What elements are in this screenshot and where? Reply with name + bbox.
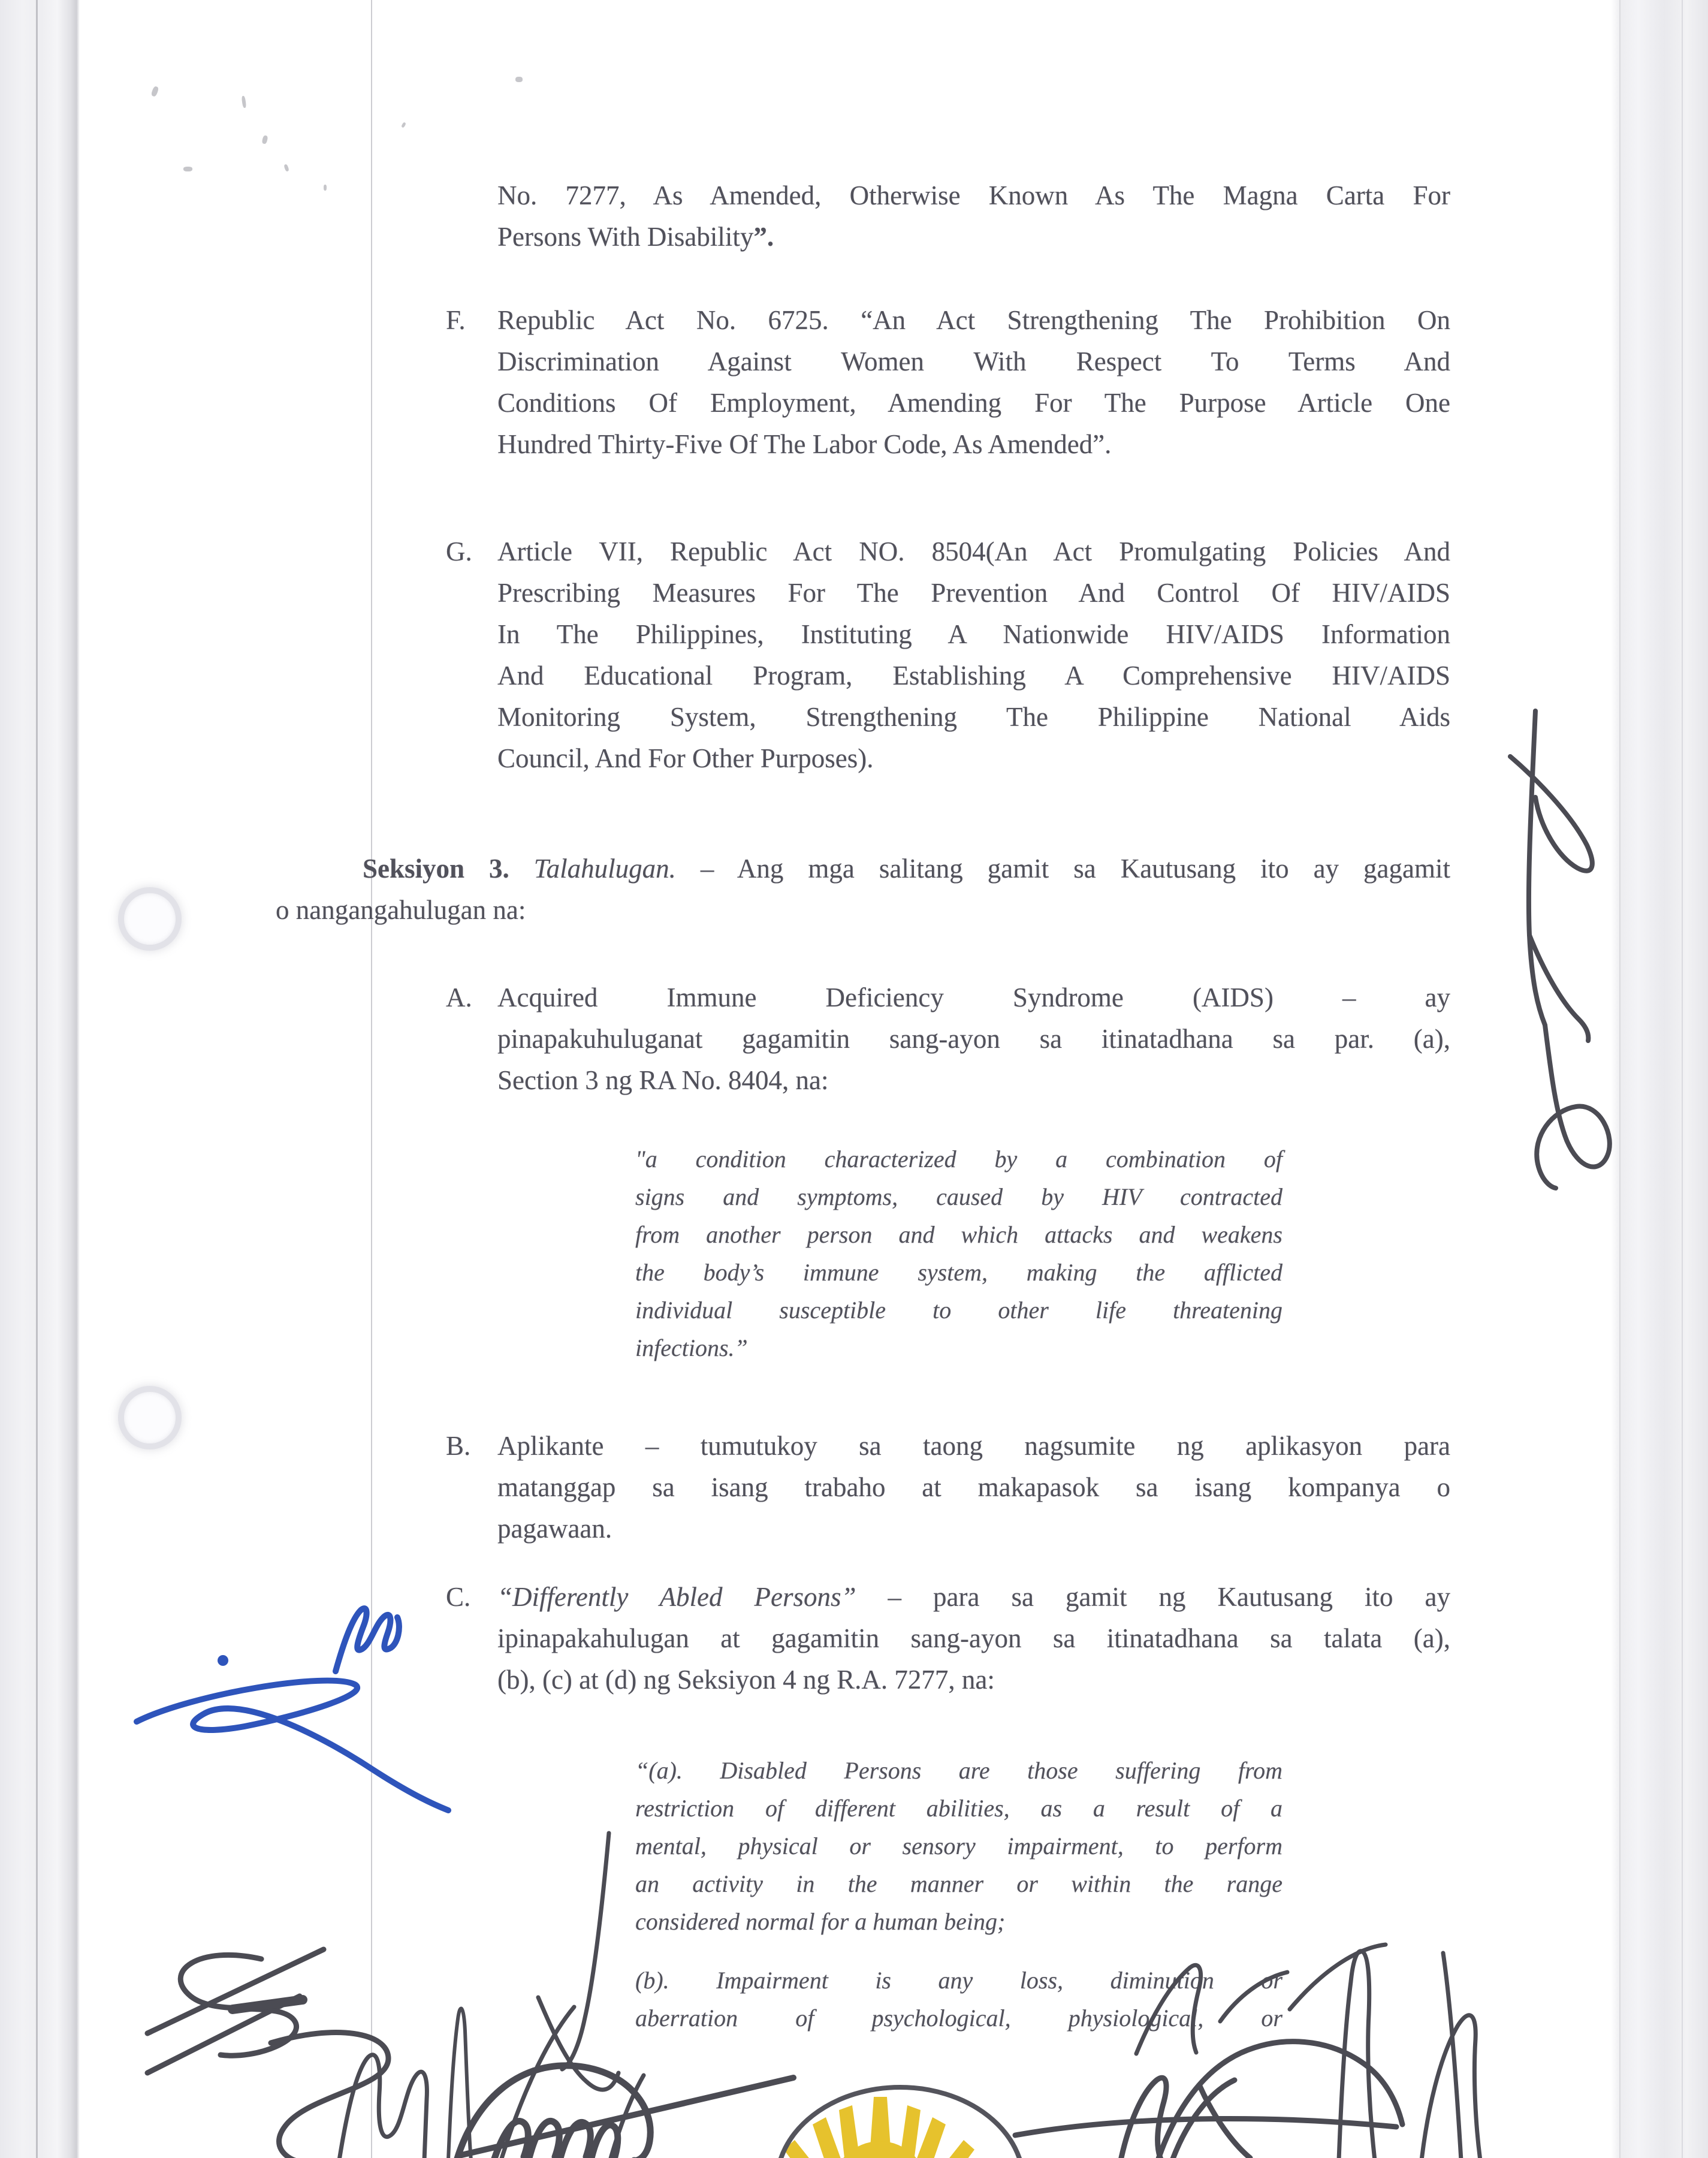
hole-punch-bottom bbox=[118, 1386, 182, 1449]
right-margin-flourish bbox=[1510, 711, 1610, 1188]
blockquote-impairment bbox=[635, 1961, 1282, 2037]
text-line: Conditions Of Employment, Amending For The Purpose Article One bbox=[497, 388, 1450, 418]
definition-item-c bbox=[446, 1577, 1450, 1701]
text-line: Discrimination Against Women With Respect To Terms And bbox=[497, 346, 1450, 376]
text-line: an activity in the manner or within the range bbox=[635, 1870, 1282, 1897]
text-line: Republic Act No. 6725. “An Act Strengthening The Prohibition On bbox=[497, 305, 1450, 335]
section-title: Talahulugan. bbox=[533, 854, 701, 884]
philippine-sun-seal bbox=[784, 2097, 974, 2158]
dust-speck bbox=[401, 122, 406, 128]
text-line: "a condition characterized by a combination of bbox=[635, 1146, 1282, 1173]
dust-speck bbox=[515, 77, 523, 82]
text-line: Prescribing Measures For The Prevention And Control Of HIV/AIDS bbox=[497, 578, 1450, 608]
text-line: Aplikante – tumutukoy sa taong nagsumite ng aplikasyon para bbox=[497, 1431, 1450, 1461]
dust-speck bbox=[183, 167, 192, 171]
dust-speck bbox=[242, 96, 247, 108]
list-label-c: C. bbox=[446, 1582, 471, 1612]
text-line bbox=[276, 848, 1450, 890]
text-line: “(a). Disabled Persons are those suffering from bbox=[635, 1757, 1282, 1784]
text-line: matanggap sa isang trabaho at makapasok sa isang kompanya o bbox=[497, 1472, 1450, 1502]
text-line: signs and symptoms, caused by HIV contracted bbox=[635, 1183, 1282, 1210]
blockquote-disabled-persons bbox=[635, 1752, 1282, 1940]
text-line: Monitoring System, Strengthening The Philippine National Aids bbox=[497, 702, 1450, 732]
dust-speck bbox=[150, 86, 159, 97]
text-line: individual susceptible to other life threatening bbox=[635, 1297, 1282, 1324]
list-item-g bbox=[446, 531, 1450, 779]
text-line: Acquired Immune Deficiency Syndrome (AIDS) – ay bbox=[497, 982, 1450, 1012]
text-line: pinapakuhuluganat gagamitin sang-ayon sa itinatadhana sa par. (a), bbox=[497, 1024, 1450, 1054]
list-label-f: F. bbox=[446, 305, 466, 335]
blue-signature bbox=[137, 1608, 448, 1810]
scanner-edge-left-line bbox=[36, 0, 38, 2158]
list-item-f bbox=[446, 300, 1450, 465]
text-line: And Educational Program, Establishing A Comprehensive HIV/AIDS bbox=[497, 661, 1450, 691]
dust-speck bbox=[261, 135, 268, 144]
scanner-streak bbox=[1682, 0, 1683, 2158]
blockquote-aids-definition bbox=[635, 1140, 1282, 1367]
paragraph-intro-continuation bbox=[497, 175, 1450, 258]
list-label-g: G. bbox=[446, 537, 472, 566]
section-number: Seksiyon 3. bbox=[363, 854, 534, 884]
dust-speck bbox=[324, 185, 327, 191]
scanner-streak bbox=[1619, 0, 1621, 2158]
text-line: Persons With Disability”. bbox=[497, 222, 774, 252]
text-line: ipinapakahulugan at gagamitin sang-ayon sa itinatadhana sa talata (a), bbox=[497, 1623, 1450, 1653]
text-line: infections.” bbox=[635, 1334, 748, 1361]
text-line: considered normal for a human being; bbox=[635, 1908, 1006, 1935]
definition-item-a bbox=[446, 977, 1450, 1101]
term-differently-abled-persons: “Differently Abled Persons” bbox=[497, 1582, 888, 1612]
scanner-edge-right bbox=[1611, 0, 1708, 2158]
text-line: aberration of psychological, physiological, or bbox=[635, 2005, 1282, 2032]
text-line: o nangangahulugan na: bbox=[276, 895, 526, 925]
text-line: restriction of different abilities, as a result of a bbox=[635, 1795, 1282, 1822]
text-line: mental, physical or sensory impairment, to perform bbox=[635, 1833, 1282, 1859]
list-label-b: B. bbox=[446, 1431, 471, 1461]
bold-close-quote: ”. bbox=[753, 222, 774, 252]
text-line: Council, And For Other Purposes). bbox=[497, 743, 874, 773]
text-line: from another person and which attacks and weakens bbox=[635, 1221, 1282, 1248]
dust-speck bbox=[283, 164, 289, 171]
text-line: No. 7277, As Amended, Otherwise Known As The Magna Carta For bbox=[497, 180, 1450, 210]
hole-punch-top bbox=[118, 887, 182, 951]
text-line: (b). Impairment is any loss, diminution or bbox=[635, 1967, 1282, 1994]
definition-item-b bbox=[446, 1425, 1450, 1550]
text-line: In The Philippines, Instituting A Nationwide HIV/AIDS Information bbox=[497, 619, 1450, 649]
text-line: “Differently Abled Persons” – para sa gamit ng Kautusang ito ay bbox=[497, 1582, 1450, 1612]
seal-ring-stroke bbox=[777, 2087, 1024, 2158]
list-label-a: A. bbox=[446, 982, 472, 1012]
text-line: the body’s immune system, making the afflicted bbox=[635, 1259, 1282, 1286]
text-line: Hundred Thirty-Five Of The Labor Code, As Amended”. bbox=[497, 429, 1112, 459]
text-line: (b), (c) at (d) ng Seksiyon 4 ng R.A. 7277, na: bbox=[497, 1665, 995, 1695]
section-heading-seksiyon-3 bbox=[276, 848, 1450, 931]
text-line: Section 3 ng RA No. 8404, na: bbox=[497, 1065, 829, 1095]
photocopy-page-edge-line bbox=[371, 0, 372, 2158]
section-text: – Ang mga salitang gamit sa Kautusang ito ay gagamit bbox=[700, 854, 1451, 884]
scanner-edge-left bbox=[0, 0, 80, 2158]
text-line: pagawaan. bbox=[497, 1514, 612, 1544]
text-line: Article VII, Republic Act NO. 8504(An Act Promulgating Policies And bbox=[497, 537, 1450, 566]
